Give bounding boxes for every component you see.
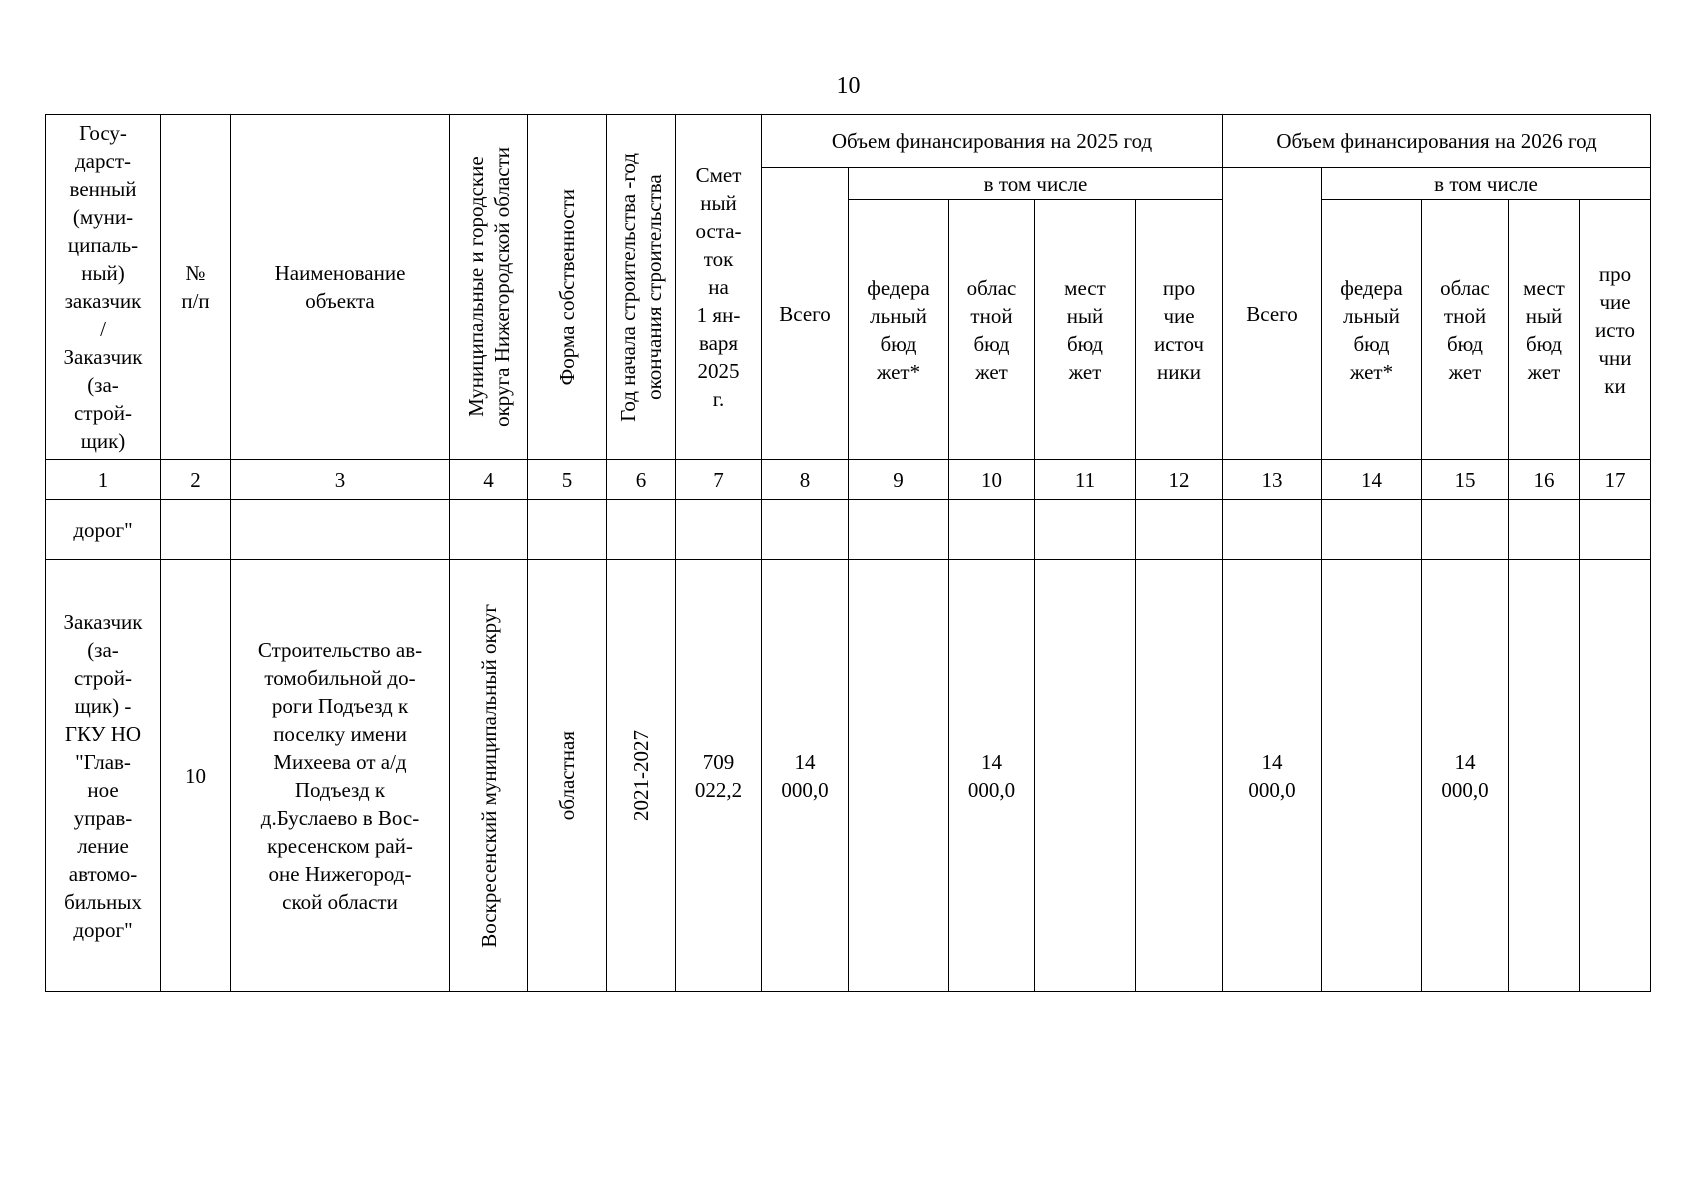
row-number-cell: 10 xyxy=(161,560,231,992)
column-number: 8 xyxy=(762,460,849,500)
years-cell: 2021-2027 xyxy=(607,560,676,992)
empty-cell xyxy=(1422,500,1509,560)
header-federal-2026: федера льный бюд жет* xyxy=(1322,200,1422,460)
regional-2025-cell: 14 000,0 xyxy=(949,560,1035,992)
header-local-2026: мест ный бюд жет xyxy=(1509,200,1580,460)
column-number: 15 xyxy=(1422,460,1509,500)
header-financing-2025: Объем финансирования на 2025 год xyxy=(762,115,1223,168)
federal-2025-cell xyxy=(849,560,949,992)
header-including-2025: в том числе xyxy=(849,168,1223,200)
empty-cell xyxy=(676,500,762,560)
column-number: 5 xyxy=(528,460,607,500)
empty-cell xyxy=(161,500,231,560)
column-number: 6 xyxy=(607,460,676,500)
column-number: 10 xyxy=(949,460,1035,500)
header-regional-2025: облас тной бюд жет xyxy=(949,200,1035,460)
balance-cell: 709 022,2 xyxy=(676,560,762,992)
column-number: 12 xyxy=(1136,460,1223,500)
column-number: 14 xyxy=(1322,460,1422,500)
federal-2026-cell xyxy=(1322,560,1422,992)
column-number: 4 xyxy=(450,460,528,500)
header-balance: Смет ный оста- ток на 1 ян- варя 2025 г. xyxy=(676,115,762,460)
continuation-customer-cell: дорог" xyxy=(46,500,161,560)
customer-cell: Заказчик (за- строй- щик) - ГКУ НО "Глав- ное управ- ление автомо- бильных дорог" xyxy=(46,560,161,992)
header-local-2025: мест ный бюд жет xyxy=(1035,200,1136,460)
header-including-2026: в том числе xyxy=(1322,168,1651,200)
local-2026-cell xyxy=(1509,560,1580,992)
empty-cell xyxy=(1223,500,1322,560)
local-2025-cell xyxy=(1035,560,1136,992)
header-regional-2026: облас тной бюд жет xyxy=(1422,200,1509,460)
header-other-2025: про чие источ ники xyxy=(1136,200,1223,460)
empty-cell xyxy=(1509,500,1580,560)
header-federal-2025: федера льный бюд жет* xyxy=(849,200,949,460)
empty-cell xyxy=(1136,500,1223,560)
column-number: 7 xyxy=(676,460,762,500)
header-financing-2026: Объем финансирования на 2026 год xyxy=(1223,115,1651,168)
header-customer: Госу- дарст- венный (муни- ципаль- ный) заказчик / Заказчик (за- строй- щик) xyxy=(46,115,161,460)
column-number: 13 xyxy=(1223,460,1322,500)
empty-cell xyxy=(231,500,450,560)
column-number: 17 xyxy=(1580,460,1651,500)
empty-cell xyxy=(849,500,949,560)
empty-cell xyxy=(1580,500,1651,560)
object-name-cell: Строительство ав- томобильной до- роги Подъезд к поселку имени Михеева от а/д Подъезд к д.Буслаево в Вос- кресенском рай- оне Нижегород- ской области xyxy=(231,560,450,992)
total-2026-cell: 14 000,0 xyxy=(1223,560,1322,992)
regional-2026-cell: 14 000,0 xyxy=(1422,560,1509,992)
empty-cell xyxy=(1322,500,1422,560)
empty-cell xyxy=(450,500,528,560)
total-2025-cell: 14 000,0 xyxy=(762,560,849,992)
empty-cell xyxy=(607,500,676,560)
empty-cell xyxy=(528,500,607,560)
header-ownership: Форма собственности xyxy=(528,115,607,460)
column-number: 2 xyxy=(161,460,231,500)
municipality-cell: Воскресенский муниципальный округ xyxy=(450,560,528,992)
continuation-row xyxy=(46,500,1651,560)
header-object-name: Наименование объекта xyxy=(231,115,450,460)
page-number: 10 xyxy=(836,73,861,99)
column-number: 16 xyxy=(1509,460,1580,500)
ownership-cell: областная xyxy=(528,560,607,992)
header-other-2026: про чие исто чни ки xyxy=(1580,200,1651,460)
empty-cell xyxy=(949,500,1035,560)
header-number: № п/п xyxy=(161,115,231,460)
header-municipality: Муниципальные и городские округа Нижегородской области xyxy=(450,115,528,460)
header-total-2026: Всего xyxy=(1223,168,1322,460)
other-2025-cell xyxy=(1136,560,1223,992)
header-total-2025: Всего xyxy=(762,168,849,460)
empty-cell xyxy=(1035,500,1136,560)
column-number-row xyxy=(46,460,1651,500)
column-number: 9 xyxy=(849,460,949,500)
header-years: Год начала строительства -год окончания строительства xyxy=(607,115,676,460)
table-row xyxy=(46,560,1651,992)
column-number: 11 xyxy=(1035,460,1136,500)
column-number: 1 xyxy=(46,460,161,500)
column-number: 3 xyxy=(231,460,450,500)
other-2026-cell xyxy=(1580,560,1651,992)
financing-table xyxy=(45,114,1651,992)
empty-cell xyxy=(762,500,849,560)
